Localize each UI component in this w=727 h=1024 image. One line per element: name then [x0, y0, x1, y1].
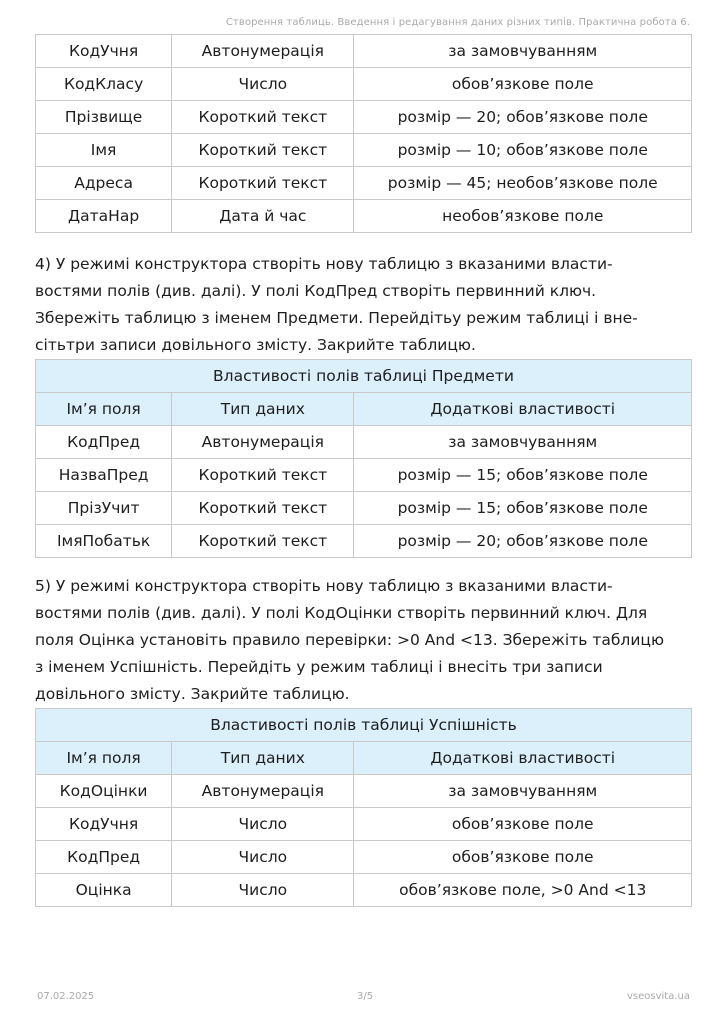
paragraph-line: 5) У режимі конструктора створіть нову таблицю з вказаними власти- — [35, 577, 613, 595]
column-header: Додаткові властивості — [354, 393, 692, 426]
table-title-row — [36, 709, 692, 742]
table-cell: КодУчня — [36, 35, 172, 68]
table-cell: КодОцінки — [36, 775, 172, 808]
table-cell: Число — [172, 841, 354, 874]
table-cell: Адреса — [36, 167, 172, 200]
table-cell: Автонумерація — [172, 35, 354, 68]
paragraph-line: 4) У режимі конструктора створіть нову таблицю з вказаними власти- — [35, 255, 613, 273]
table-cell: розмір — 15; обов’язкове поле — [354, 492, 692, 525]
table-row — [36, 459, 692, 492]
table-cell: Число — [172, 68, 354, 101]
table-cell: розмір — 10; обов’язкове поле — [354, 134, 692, 167]
table-cell: КодПред — [36, 426, 172, 459]
table-row — [36, 841, 692, 874]
table-row — [36, 426, 692, 459]
table-cell: Короткий текст — [172, 525, 354, 558]
column-header: Додаткові властивості — [354, 742, 692, 775]
table-cell: Число — [172, 808, 354, 841]
table-uchni-continuation — [35, 34, 692, 233]
footer-site-link[interactable]: vseosvita.ua — [627, 991, 690, 1002]
table-predmety — [35, 359, 692, 558]
table-cell: Короткий текст — [172, 101, 354, 134]
table-cell: ПрізУчит — [36, 492, 172, 525]
table-header-row — [36, 742, 692, 775]
table-title-row — [36, 360, 692, 393]
table-cell: Короткий текст — [172, 492, 354, 525]
footer-page-number: 3/5 — [357, 991, 374, 1002]
table-cell: за замовчуванням — [354, 35, 692, 68]
task-5-paragraph — [35, 573, 695, 708]
table-row — [36, 808, 692, 841]
column-header: Тип даних — [172, 742, 354, 775]
table-cell: Прізвище — [36, 101, 172, 134]
paragraph-line: востями полів (див. далі). У полі КодОцінки створіть первинний ключ. Для — [35, 604, 648, 622]
paragraph-line: довільного змісту. Закрийте таблицю. — [35, 685, 350, 703]
table-row — [36, 492, 692, 525]
table-cell: Оцінка — [36, 874, 172, 907]
table-cell: обов’язкове поле — [354, 841, 692, 874]
table-cell: за замовчуванням — [354, 426, 692, 459]
table-row — [36, 167, 692, 200]
table-row — [36, 68, 692, 101]
table-cell: КодКласу — [36, 68, 172, 101]
table-cell: Автонумерація — [172, 775, 354, 808]
table-cell: обов’язкове поле — [354, 68, 692, 101]
paragraph-line: сітьтри записи довільного змісту. Закрийте таблицю. — [35, 336, 476, 354]
paragraph-line: востями полів (див. далі). У полі КодПред створіть первинний ключ. — [35, 282, 597, 300]
table-cell: необов’язкове поле — [354, 200, 692, 233]
table-cell: НазваПред — [36, 459, 172, 492]
column-header: Ім’я поля — [36, 393, 172, 426]
table-cell: ДатаНар — [36, 200, 172, 233]
task-4-paragraph — [35, 251, 695, 359]
table-header-row — [36, 393, 692, 426]
table-cell: Автонумерація — [172, 426, 354, 459]
table-cell: за замовчуванням — [354, 775, 692, 808]
table-cell: обов’язкове поле, >0 And <13 — [354, 874, 692, 907]
table-title: Властивості полів таблиці Предмети — [36, 360, 692, 393]
table-row — [36, 101, 692, 134]
table-cell: Імя — [36, 134, 172, 167]
table-row — [36, 35, 692, 68]
table-cell: розмір — 20; обов’язкове поле — [354, 525, 692, 558]
column-header: Тип даних — [172, 393, 354, 426]
paragraph-line: з іменем Успішність. Перейдіть у режим таблиці і внесіть три записи — [35, 658, 603, 676]
table-row — [36, 525, 692, 558]
table-row — [36, 874, 692, 907]
table-title: Властивості полів таблиці Успішність — [36, 709, 692, 742]
table-cell: розмір — 45; необов’язкове поле — [354, 167, 692, 200]
table-cell: Короткий текст — [172, 459, 354, 492]
paragraph-line: Збережіть таблицю з іменем Предмети. Перейдітьу режим таблиці і вне- — [35, 309, 638, 327]
table-cell: КодУчня — [36, 808, 172, 841]
table-cell: розмір — 20; обов’язкове поле — [354, 101, 692, 134]
table-cell: Дата й час — [172, 200, 354, 233]
table-cell: обов’язкове поле — [354, 808, 692, 841]
table-row — [36, 200, 692, 233]
table-row — [36, 775, 692, 808]
table-row — [36, 134, 692, 167]
table-cell: розмір — 15; обов’язкове поле — [354, 459, 692, 492]
table-uspishnist — [35, 708, 692, 907]
column-header: Ім’я поля — [36, 742, 172, 775]
table-cell: ІмяПобатьк — [36, 525, 172, 558]
table-cell: Число — [172, 874, 354, 907]
table-cell: Короткий текст — [172, 134, 354, 167]
table-cell: КодПред — [36, 841, 172, 874]
footer-date: 07.02.2025 — [37, 991, 95, 1002]
page-header: Створення таблиць. Введення і редагування даних різних типів. Практична робота 6. — [225, 17, 690, 28]
paragraph-line: поля Оцінка установіть правило перевірки: >0 And <13. Збережіть таблицю — [35, 631, 664, 649]
table-cell: Короткий текст — [172, 167, 354, 200]
